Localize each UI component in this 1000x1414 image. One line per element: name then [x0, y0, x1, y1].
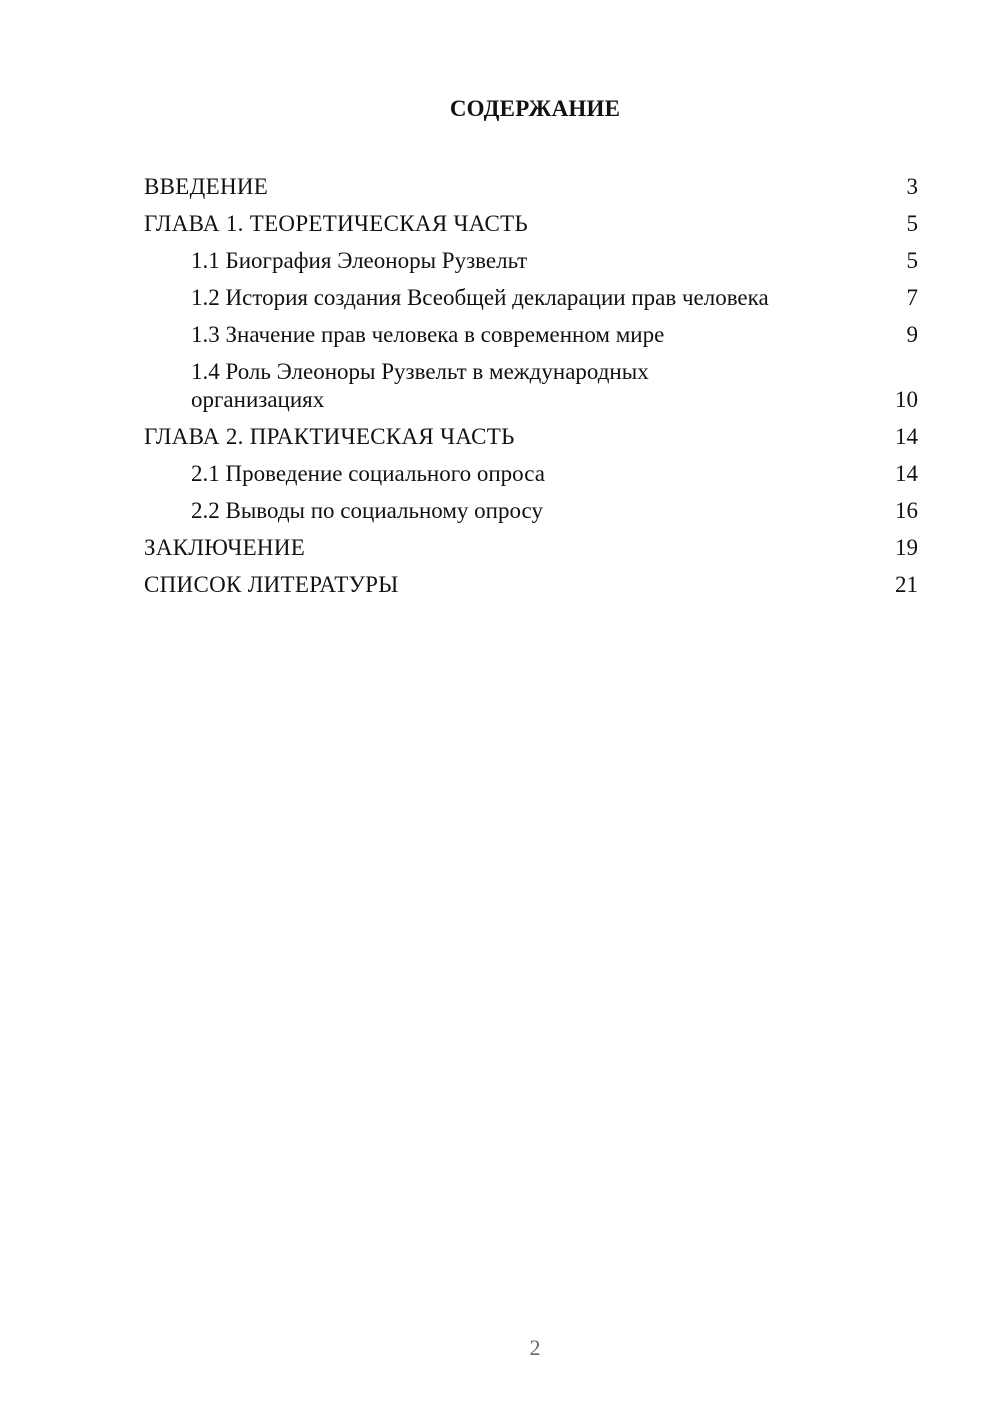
toc-entry[interactable] [144, 529, 918, 566]
toc-entry[interactable] [144, 168, 918, 205]
toc-entry-label: ЗАКЛЮЧЕНИЕ [144, 534, 306, 560]
toc-subentry[interactable] [144, 455, 918, 492]
toc-entry-page: 5 [906, 210, 918, 236]
toc-entry-label: 2.1 Проведение социального опроса [191, 460, 545, 486]
toc-entry-label: 1.2 История создания Всеобщей декларации прав человека [191, 284, 769, 310]
toc-entry-label: 1.3 Значение прав человека в современном мире [191, 321, 665, 347]
toc-subentry[interactable] [144, 279, 918, 316]
toc-entry[interactable] [144, 566, 918, 603]
toc-subentry[interactable] [144, 316, 918, 353]
toc-entry-label: 1.1 Биография Элеоноры Рузвельт [191, 247, 528, 273]
toc-entry-page: 21 [895, 571, 918, 597]
toc-entry-label: ГЛАВА 2. ПРАКТИЧЕСКАЯ ЧАСТЬ [144, 423, 515, 449]
toc-entry-page: 19 [895, 534, 918, 560]
toc-entry[interactable] [144, 418, 918, 455]
toc-entry-label: СПИСОК ЛИТЕРАТУРЫ [144, 571, 399, 597]
toc-entry-page: 5 [906, 247, 918, 273]
toc-subentry[interactable] [144, 353, 918, 418]
toc-entry-page: 14 [895, 460, 918, 486]
page-number: 2 [529, 1335, 541, 1360]
toc-entry-label: 2.2 Выводы по социальному опросу [191, 497, 543, 523]
toc-entry-label: ГЛАВА 1. ТЕОРЕТИЧЕСКАЯ ЧАСТЬ [144, 210, 529, 236]
toc-entry-page: 16 [895, 497, 918, 523]
toc-title: СОДЕРЖАНИЕ [449, 96, 621, 121]
table-of-contents [144, 168, 918, 603]
toc-entry-label: 1.4 Роль Элеоноры Рузвельт в международных организациях [191, 359, 649, 412]
toc-entry-page: 9 [906, 321, 918, 347]
toc-entry-page: 14 [895, 423, 918, 449]
toc-entry[interactable] [144, 205, 918, 242]
toc-entry-page: 10 [895, 387, 918, 412]
toc-entry-label: ВВЕДЕНИЕ [144, 173, 269, 199]
toc-subentry[interactable] [144, 492, 918, 529]
toc-entry-page: 7 [906, 284, 918, 310]
toc-entry-page: 3 [906, 173, 918, 199]
toc-subentry[interactable] [144, 242, 918, 279]
